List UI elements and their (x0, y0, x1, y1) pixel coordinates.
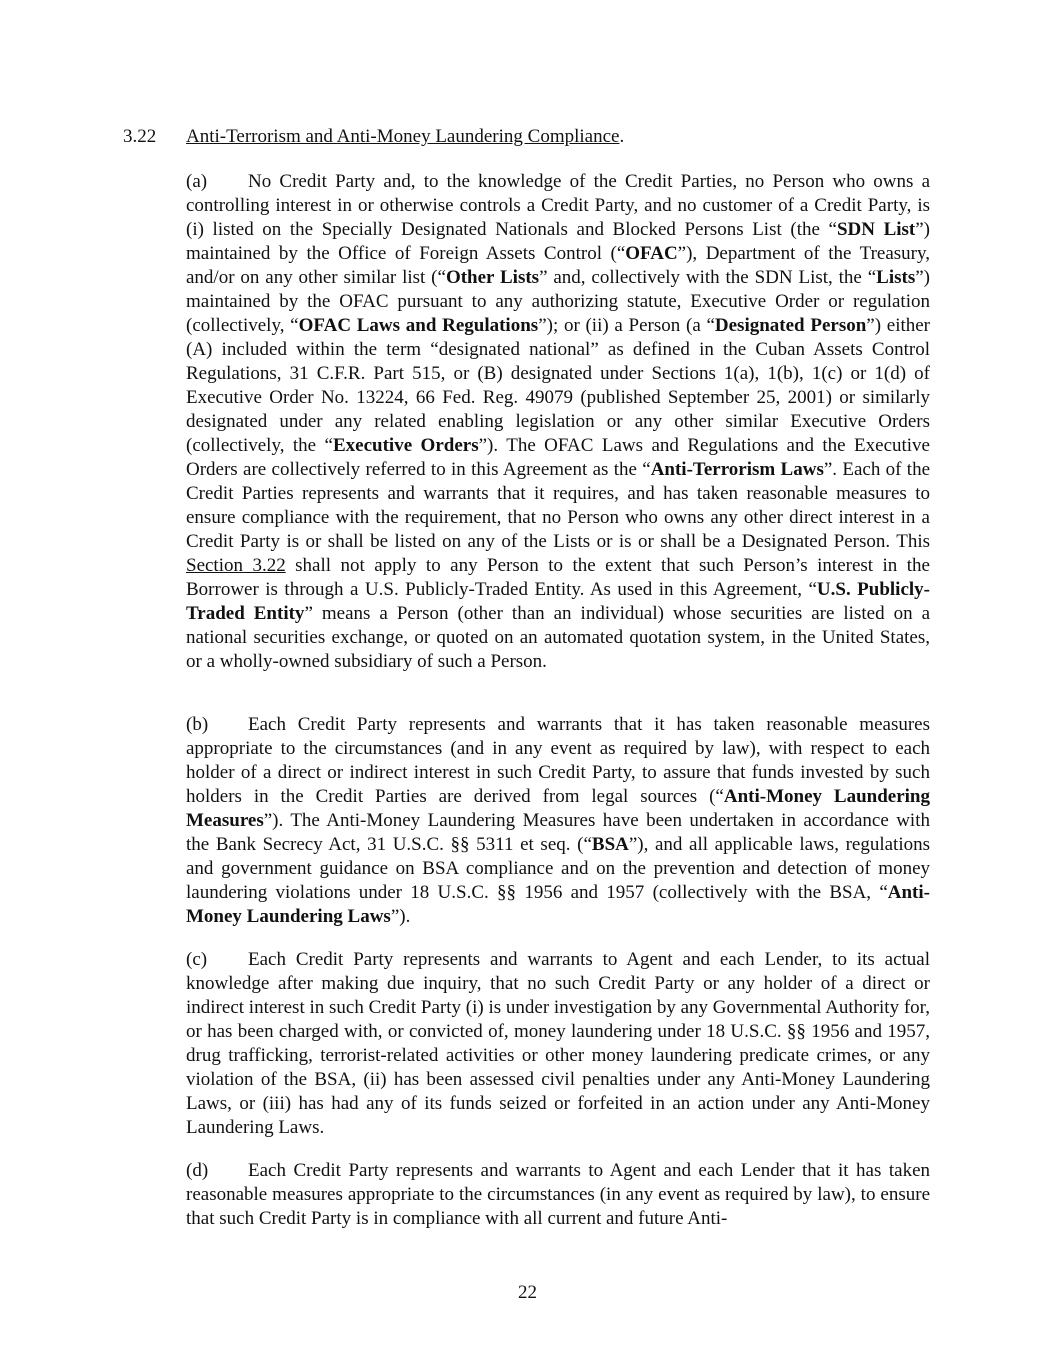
defined-term: Lists (876, 267, 916, 288)
defined-term: Anti-Money Laundering Laws (186, 882, 930, 927)
paragraph-label: (a) (186, 171, 208, 192)
section-cross-reference: Section 3.22 (186, 555, 286, 576)
paragraph-text: ”), and all applicable laws, regulations and government guidance on BSA compliance and on the prevention and detection of money laundering violations under 18 U.S.C. §§ 1956 and 1957 (collectively with the BSA, “ (186, 834, 930, 903)
defined-term: Other Lists (445, 267, 540, 288)
paragraph-text: ” and, collectively with the SDN List, the “ (539, 267, 877, 288)
defined-term: Executive Orders (332, 435, 479, 456)
paragraph-text: Each Credit Party represents and warrants to Agent and each Lender, to its actual knowledge after making due inquiry, that no such Credit Party or any holder of a direct or indirect interest in such Credit Party (i) is under investigation by any Governmental Authority for, or has been charged with, or convicted of, money laundering under 18 U.S.C. §§ 1956 and 1957, drug trafficking, terrorist-related activities or other money laundering predicate crimes, or any violation of the BSA, (ii) has been assessed civil penalties under any Anti-Money Laundering Laws, or (iii) has had any of its funds seized or forfeited in an action under any Anti-Money Laundering Laws. (186, 949, 930, 1138)
section-heading (123, 125, 624, 149)
paragraph-label: (b) (186, 714, 209, 735)
paragraph-text: ” means a Person (other than an individual) whose securities are listed on a national securities exchange, or quoted on an automated quotation system, in the United States, or a wholly-owned subsidiary of such a Person. (186, 603, 930, 672)
paragraph-text: ”) either (A) included within the term “designated national” as defined in the Cuban Assets Control Regulations, 31 C.F.R. Part 515, or (B) designated under Sections 1(a), 1(b), 1(c) or 1(d) of Executive Order No. 13224, 66 Fed. Reg. 49079 (published September 25, 2001) or similarly designated under any related enabling legislation or any other similar Executive Orders (collectively, the “ (186, 315, 931, 456)
paragraph-text: ”). The Anti-Money Laundering Measures have been undertaken in accordance with the Bank Secrecy Act, 31 U.S.C. §§ 5311 et seq. (“ (186, 810, 930, 855)
paragraph-text: No Credit Party and, to the knowledge of the Credit Parties, no Person who owns a controlling interest in or otherwise controls a Credit Party, and no customer of a Credit Party, is (i) listed on the Specially Designated Nationals and Blocked Persons List (the “ (186, 171, 930, 240)
paragraph-text: Each Credit Party represents and warrants that it has taken reasonable measures appropriate to the circumstances (and in any event as required by law), with respect to each holder of a direct or indirect interest in such Credit Party, to assure that funds invested by such holders in the Credit Parties are derived from legal sources (“ (186, 714, 930, 807)
paragraph-c (186, 948, 930, 1140)
paragraph-text: ”); or (ii) a Person (a “ (538, 315, 715, 336)
section-title: Anti-Terrorism and Anti-Money Laundering Compliance (186, 126, 620, 147)
paragraph-a (186, 170, 930, 674)
paragraph-d (186, 1159, 930, 1231)
paragraph-text: ”). (390, 906, 411, 927)
paragraph-text: Each Credit Party represents and warrants to Agent and each Lender that it has taken reasonable measures appropriate to the circumstances (in any event as required by law), to ensure that such Credit Party is in compliance with all current and future Anti- (186, 1160, 930, 1229)
defined-term: U.S. Publicly-Traded Entity (186, 579, 931, 624)
defined-term: Anti-Money Laundering Measures (186, 786, 930, 831)
defined-term: Designated Person (714, 315, 867, 336)
defined-term: BSA (591, 834, 629, 855)
paragraph-text: ”). The OFAC Laws and Regulations and the Executive Orders are collectively referred to in this Agreement as the “ (186, 435, 930, 480)
paragraph-text: ”), Department of the Treasury, and/or on any other similar list (“ (186, 243, 930, 288)
paragraph-label: (c) (186, 949, 208, 970)
defined-term: Anti-Terrorism Laws (650, 459, 824, 480)
paragraph-label: (d) (186, 1160, 209, 1181)
defined-term: OFAC (625, 243, 678, 264)
paragraph-text: ”. Each of the Credit Parties represents and warrants that it requires, and has taken reasonable measures to ensure compliance with the requirement, that no Person who owns any other direct interest in a Credit Party is or shall be listed on any of the Lists or is or shall be a Designated Person. This (186, 459, 931, 552)
page-number: 22 (518, 1282, 537, 1303)
section-number: 3.22 (123, 126, 157, 147)
defined-term: SDN List (836, 219, 916, 240)
paragraph-b (186, 713, 930, 929)
paragraph-text: ”) maintained by the Office of Foreign Assets Control (“ (186, 219, 931, 264)
section-title-period: . (619, 126, 625, 147)
paragraph-text: shall not apply to any Person to the extent that such Person’s interest in the Borrower is through a U.S. Publicly-Traded Entity. As used in this Agreement, “ (186, 555, 930, 600)
paragraph-text: ”) maintained by the OFAC pursuant to any authorizing statute, Executive Order or regulation (collectively, “ (186, 267, 930, 336)
defined-term: OFAC Laws and Regulations (298, 315, 539, 336)
